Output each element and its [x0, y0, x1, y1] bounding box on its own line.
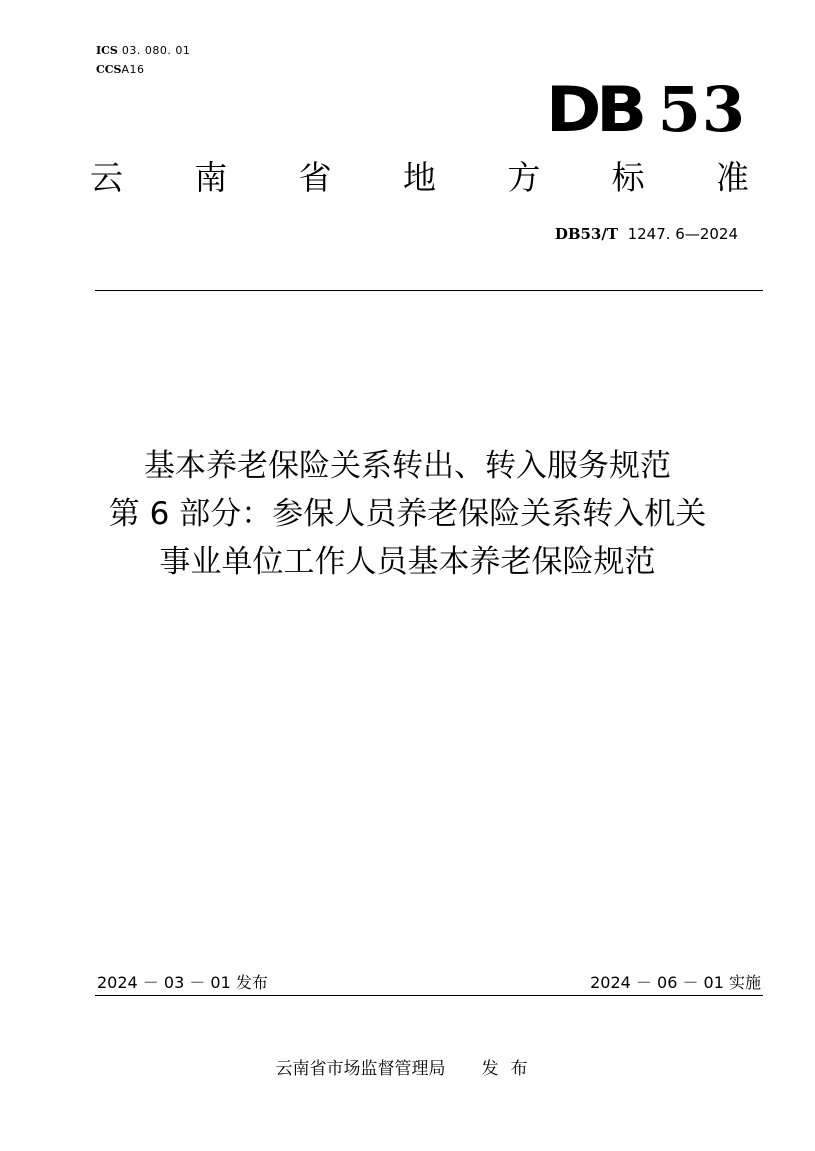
ccs-label: CCS	[96, 63, 122, 76]
standard-number	[555, 225, 738, 243]
ics-label: ICS	[96, 44, 118, 57]
standard-mark-letters: DB	[545, 73, 642, 146]
publisher	[0, 1054, 815, 1079]
standard-type-char: 准	[715, 158, 749, 197]
ccs-code	[96, 63, 145, 76]
ics-code	[96, 44, 190, 57]
implementation-date: 2024 － 06 － 01 实施	[590, 973, 761, 992]
standard-mark-number: 53	[657, 73, 746, 146]
title-line-2: 第 6 部分：参保人员养老保险关系转入机关	[108, 496, 707, 532]
standard-mark-logo	[545, 73, 746, 146]
standard-type-heading	[90, 156, 749, 200]
standard-number-prefix: DB53/T	[554, 225, 619, 243]
bottom-divider	[95, 995, 763, 996]
date-row	[97, 972, 761, 994]
publisher-name: 云南省市场监督管理局	[275, 1059, 446, 1079]
standard-type-char: 标	[611, 158, 645, 197]
issue-date: 2024 － 03 － 01 发布	[97, 973, 268, 992]
standard-type-char: 南	[194, 158, 228, 197]
top-divider	[95, 290, 763, 291]
standard-number-value: 1247. 6—2024	[627, 225, 738, 243]
title-line-3: 事业单位工作人员基本养老保险规范	[159, 544, 656, 580]
standard-type-char: 省	[298, 158, 332, 197]
ccs-value: A16	[121, 63, 145, 76]
publisher-action: 发布	[481, 1059, 540, 1079]
standard-type-char: 云	[90, 158, 123, 197]
standard-type-char: 方	[507, 158, 541, 197]
ics-value: 03. 080. 01	[121, 44, 191, 57]
title-line-1: 基本养老保险关系转出、转入服务规范	[144, 448, 671, 484]
standard-type-char: 地	[402, 158, 436, 197]
document-title	[0, 442, 815, 586]
